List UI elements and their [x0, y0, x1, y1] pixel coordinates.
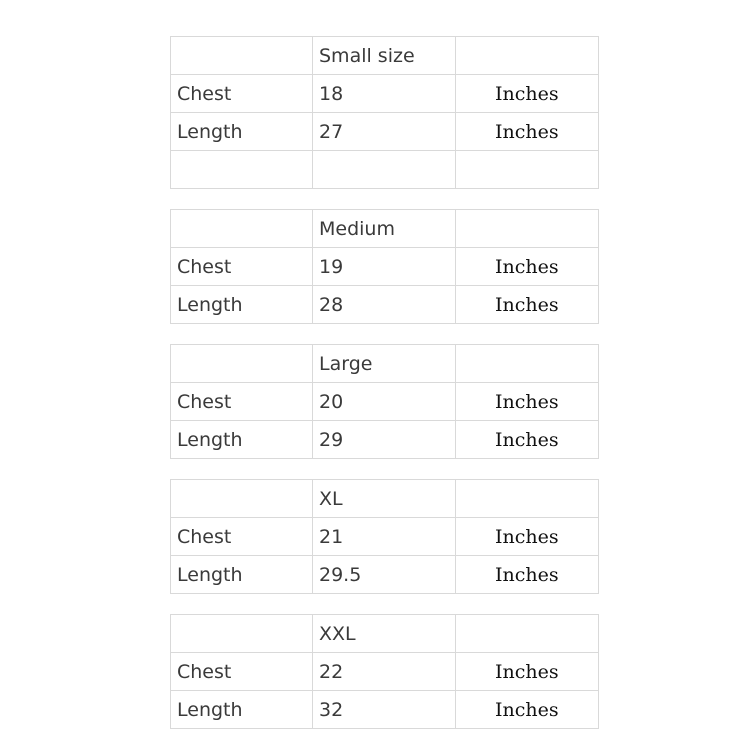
measure-label: Length [171, 113, 313, 151]
measure-unit: Inches [456, 691, 599, 729]
measure-unit: Inches [456, 286, 599, 324]
measure-label: Length [171, 286, 313, 324]
size-header: Small size [313, 37, 456, 75]
size-header: Medium [313, 210, 456, 248]
measure-unit: Inches [456, 248, 599, 286]
size-table-xl [170, 479, 599, 594]
empty-cell [171, 615, 313, 653]
empty-cell [171, 480, 313, 518]
table-header-row [171, 615, 599, 653]
measure-unit: Inches [456, 383, 599, 421]
measure-label: Chest [171, 248, 313, 286]
empty-cell [456, 151, 599, 189]
measure-unit: Inches [456, 518, 599, 556]
measure-value: 19 [313, 248, 456, 286]
table-row [171, 556, 599, 594]
table-header-row [171, 345, 599, 383]
size-table-small [170, 36, 599, 189]
size-header: Large [313, 345, 456, 383]
table-row [171, 248, 599, 286]
measure-label: Chest [171, 75, 313, 113]
table-row [171, 75, 599, 113]
size-header: XXL [313, 615, 456, 653]
table-row [171, 286, 599, 324]
table-row [171, 653, 599, 691]
empty-cell [171, 37, 313, 75]
measure-value: 27 [313, 113, 456, 151]
empty-cell [456, 345, 599, 383]
measure-label: Length [171, 691, 313, 729]
empty-cell [313, 151, 456, 189]
measure-label: Chest [171, 653, 313, 691]
table-row [171, 421, 599, 459]
measure-label: Length [171, 421, 313, 459]
table-row [171, 113, 599, 151]
empty-cell [171, 151, 313, 189]
empty-cell [456, 37, 599, 75]
measure-label: Length [171, 556, 313, 594]
empty-cell [456, 210, 599, 248]
measure-value: 21 [313, 518, 456, 556]
measure-value: 18 [313, 75, 456, 113]
measure-unit: Inches [456, 113, 599, 151]
measure-value: 29 [313, 421, 456, 459]
measure-value: 22 [313, 653, 456, 691]
empty-cell [171, 210, 313, 248]
size-table-medium [170, 209, 599, 324]
table-header-row [171, 480, 599, 518]
measure-value: 20 [313, 383, 456, 421]
measure-unit: Inches [456, 421, 599, 459]
size-table-large [170, 344, 599, 459]
measure-label: Chest [171, 518, 313, 556]
empty-cell [171, 345, 313, 383]
empty-cell [456, 480, 599, 518]
measure-unit: Inches [456, 75, 599, 113]
table-header-row [171, 210, 599, 248]
measure-value: 29.5 [313, 556, 456, 594]
size-table-xxl [170, 614, 599, 729]
size-header: XL [313, 480, 456, 518]
table-row [171, 691, 599, 729]
measure-value: 28 [313, 286, 456, 324]
table-row [171, 383, 599, 421]
measure-unit: Inches [456, 556, 599, 594]
measure-label: Chest [171, 383, 313, 421]
measure-unit: Inches [456, 653, 599, 691]
measure-value: 32 [313, 691, 456, 729]
table-row-empty [171, 151, 599, 189]
empty-cell [456, 615, 599, 653]
table-row [171, 518, 599, 556]
table-header-row [171, 37, 599, 75]
